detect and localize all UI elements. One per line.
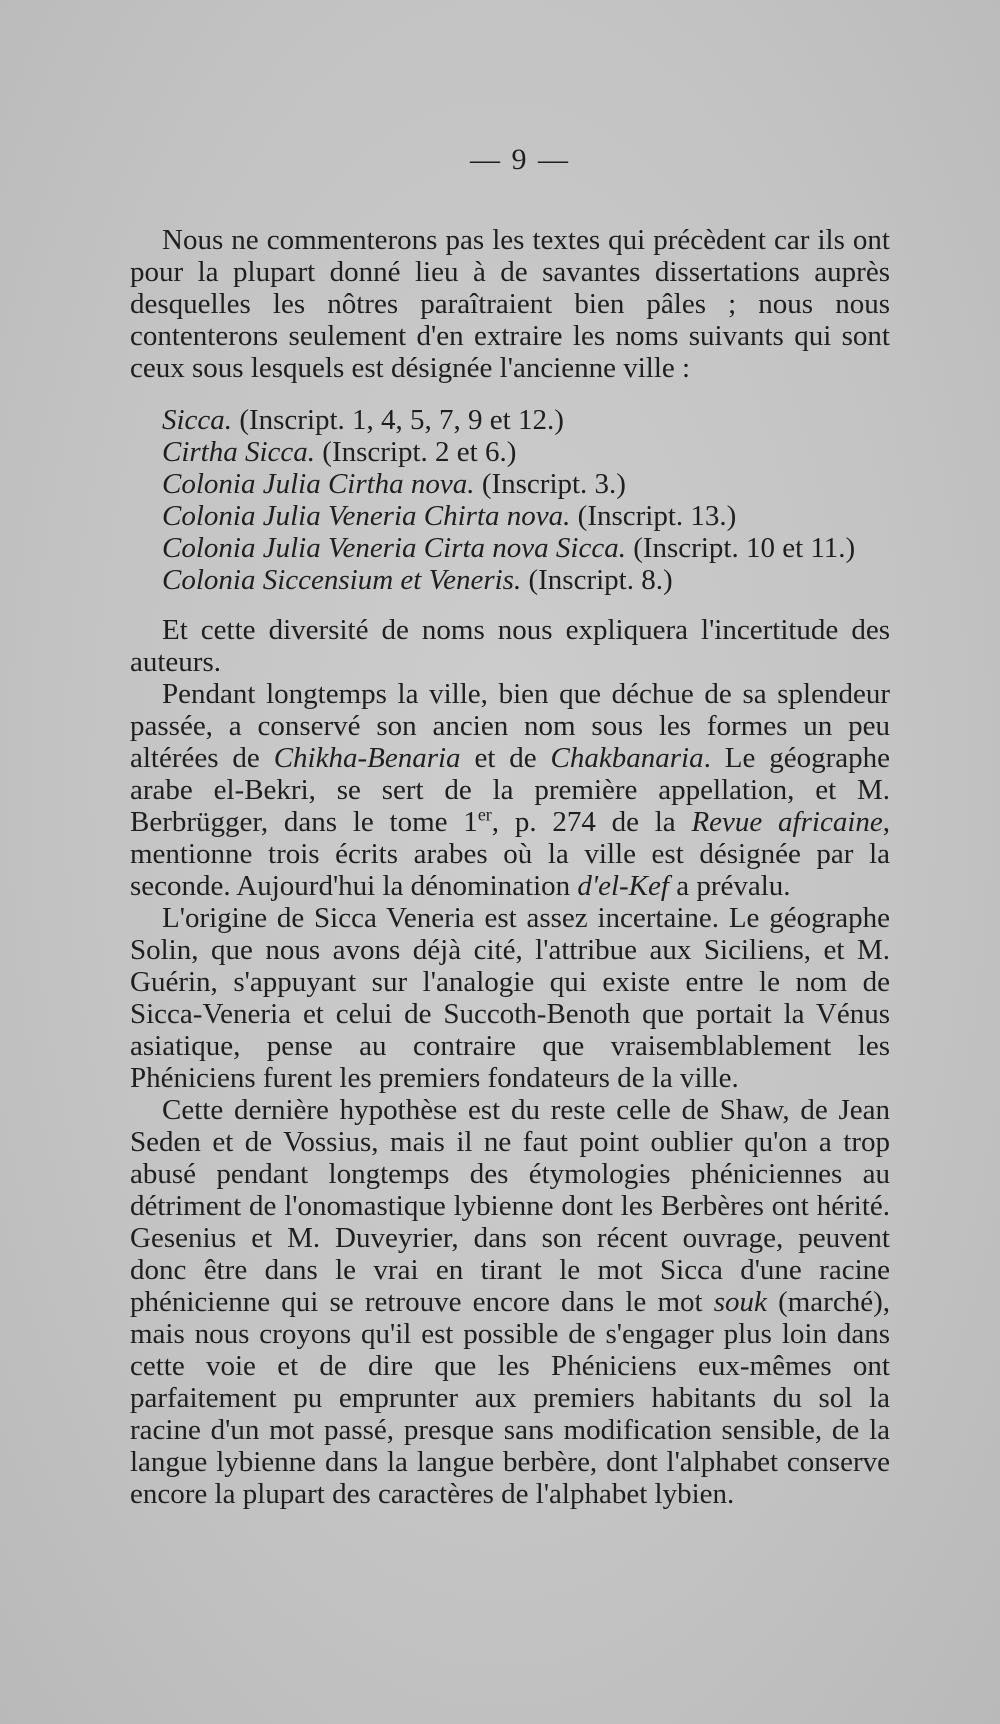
word-souk: souk [713,1286,767,1318]
ancient-names-list [162,404,890,596]
ancient-name: Sicca. [162,404,233,436]
journal-title: Revue africaine [691,806,883,838]
name-chakbanaria: Chakbanaria [550,742,704,774]
name-history-paragraph [130,678,890,902]
inscription-ref: (Inscript. 2 et 6.) [315,436,517,468]
diversity-paragraph: Et cette diversité de noms nous expliquera l'incertitude des auteurs. [130,614,890,678]
book-page [130,140,890,1510]
page-number: — 9 — [470,143,570,176]
name-chikha-benaria: Chikha-Benaria [273,742,461,774]
ancient-name: Colonia Siccensium et Veneris. [162,564,522,596]
text-run: a prévalu. [668,870,791,902]
ancient-name: Cirtha Sicca. [162,436,316,468]
intro-paragraph: Nous ne commenterons pas les textes qui précèdent car ils ont pour la plupart donné lieu à de savantes dissertations auprès desquelles les nôtres paraîtraient bien pâles ; nous nous contenterons seulement d'en extraire les noms suivants qui sont ceux sous lesquels est désignée l'ancienne ville : [130,224,890,384]
text-run: , p. 274 de la [491,806,692,838]
ancient-name: Colonia Julia Cirtha nova. [162,468,475,500]
name-el-kef: d'el-Kef [577,870,669,902]
ancient-name-item [162,532,890,564]
text-run: , mentionne trois écrits arabes où la ville est désignée par la seconde. Aujourd'hui la dénomination [130,806,891,902]
ancient-name-item [162,500,890,532]
text-run: Cette dernière hypothèse est du reste celle de Shaw, de Jean Seden et de Vossius, mais il ne faut point oublier qu'on a trop abusé pendant longtemps des étymologies phéniciennes au détriment de l'onomastique lybienne dont les Berbères ont hérité. Gesenius et M. Duveyrier, dans son récent ouvrage, peuvent donc être dans le vrai en tirant le mot Sicca d'une racine phénicienne qui se retrouve encore dans le mot [130,1094,890,1318]
text-run: (marché), mais nous croyons qu'il est possible de s'engager plus loin dans cette voie et de dire que les Phéniciens eux-mêmes ont parfaitement pu emprunter aux premiers habitants du sol la racine d'un mot passé, presque sans modification sensible, de la langue lybienne dans la langue berbère, dont l'alphabet conserve encore la plupart des caractères de l'alphabet lybien. [130,1286,890,1510]
ancient-name-item [162,564,890,596]
text-run: . Le géographe arabe el-Bekri, se sert de la première appellation, et M. Berbrügger, dans le tome 1 [130,742,890,838]
text-run: et de [460,742,551,774]
inscription-ref: (Inscript. 10 et 11.) [625,532,856,564]
ancient-name-item [162,468,890,500]
ancient-name-item [162,404,890,436]
ordinal-superscript: er [477,804,492,825]
text-run: Pendant longtemps la ville, bien que déchue de sa splendeur passée, a conservé son ancien nom sous les formes un peu altérées de [130,678,890,774]
inscription-ref: (Inscript. 1, 4, 5, 7, 9 et 12.) [232,404,564,436]
inscription-ref: (Inscript. 3.) [474,468,626,500]
inscription-ref: (Inscript. 13.) [570,500,737,532]
inscription-ref: (Inscript. 8.) [521,564,673,596]
hypothesis-paragraph [130,1094,890,1510]
ancient-name: Colonia Julia Veneria Cirta nova Sicca. [162,532,626,564]
ancient-name-item [162,436,890,468]
ancient-name: Colonia Julia Veneria Chirta nova. [162,500,571,532]
origin-paragraph: L'origine de Sicca Veneria est assez incertaine. Le géographe Solin, que nous avons déjà cité, l'attribue aux Siciliens, et M. Guérin, s'appuyant sur l'analogie qui existe entre le nom de Sicca-Veneria et celui de Succoth-Benoth que portait la Vénus asiatique, pense au contraire que vraisemblablement les Phéniciens furent les premiers fondateurs de la ville. [130,902,890,1094]
